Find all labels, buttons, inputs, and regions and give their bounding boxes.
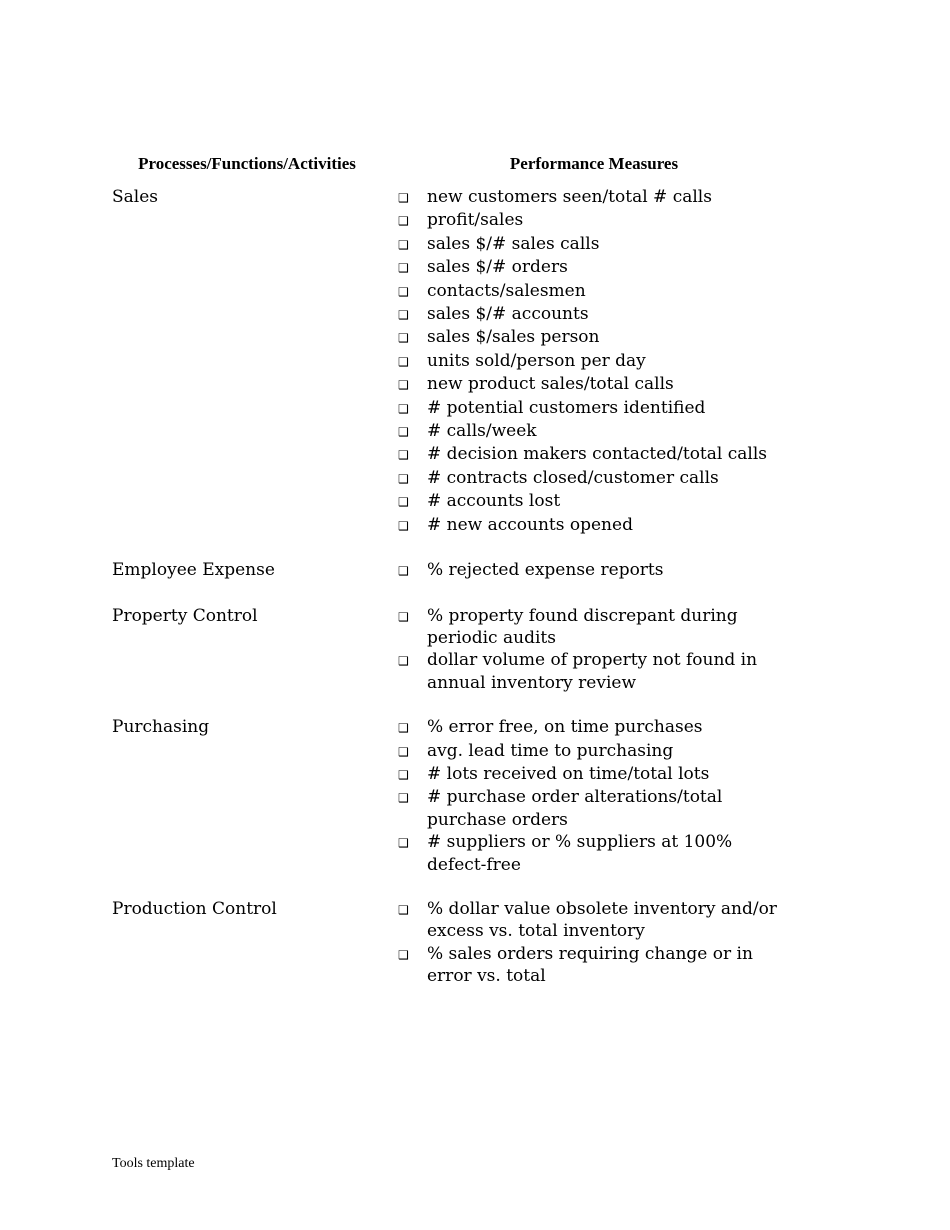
process-name: Sales xyxy=(112,187,159,207)
checkbox-bullet-icon: ❑ xyxy=(398,495,409,510)
measure-text: # calls/week xyxy=(427,421,537,442)
checkbox-bullet-icon: ❑ xyxy=(398,902,409,917)
measure-text: # lots received on time/total lots xyxy=(427,763,710,784)
measures-list xyxy=(398,898,798,988)
measure-text: new customers seen/total # calls xyxy=(427,187,712,207)
process-section xyxy=(112,716,802,876)
process-section xyxy=(112,559,802,582)
table-header xyxy=(0,154,950,178)
measure-item xyxy=(398,256,798,279)
checkbox-bullet-icon: ❑ xyxy=(398,767,409,782)
measure-text: sales $/# sales calls xyxy=(427,233,600,254)
measure-item xyxy=(398,233,798,256)
measure-text: contacts/salesmen xyxy=(427,280,586,301)
checkbox-bullet-icon: ❑ xyxy=(398,654,409,669)
checkbox-bullet-icon: ❑ xyxy=(398,237,409,252)
measure-item xyxy=(398,186,798,209)
checkbox-bullet-icon: ❑ xyxy=(398,791,409,806)
measure-text: % sales orders requiring change or in error vs. total xyxy=(427,943,753,987)
measure-text: # accounts lost xyxy=(427,491,561,512)
measure-item xyxy=(398,605,798,650)
processes-column-header: Processes/Functions/Activities xyxy=(138,154,356,173)
checkbox-bullet-icon: ❑ xyxy=(398,744,409,759)
measure-item xyxy=(398,514,798,537)
measure-item xyxy=(398,326,798,349)
checkbox-bullet-icon: ❑ xyxy=(398,214,409,229)
checkbox-bullet-icon: ❑ xyxy=(398,308,409,323)
measure-text: % dollar value obsolete inventory and/or excess vs. total inventory xyxy=(427,898,777,942)
measure-text: # purchase order alterations/total purchase orders xyxy=(427,787,723,830)
measure-item xyxy=(398,467,798,490)
measure-item xyxy=(398,649,798,694)
process-name: Property Control xyxy=(112,605,258,626)
measure-text: avg. lead time to purchasing xyxy=(427,740,674,761)
measure-text: units sold/person per day xyxy=(427,350,646,371)
process-name: Production Control xyxy=(112,898,277,919)
checkbox-bullet-icon: ❑ xyxy=(398,354,409,369)
measures-list xyxy=(398,559,798,582)
measure-item xyxy=(398,350,798,373)
process-section xyxy=(112,898,802,988)
measure-text: dollar volume of property not found in annual inventory review xyxy=(427,650,758,693)
checkbox-bullet-icon: ❑ xyxy=(398,448,409,463)
checkbox-bullet-icon: ❑ xyxy=(398,425,409,440)
measures-list xyxy=(398,605,798,695)
process-name: Employee Expense xyxy=(112,560,275,581)
measure-item xyxy=(398,280,798,303)
checkbox-bullet-icon: ❑ xyxy=(398,518,409,533)
checkbox-bullet-icon: ❑ xyxy=(398,721,409,736)
measure-item xyxy=(398,443,798,466)
measure-text: # suppliers or % suppliers at 100% defect-free xyxy=(427,832,733,875)
measure-text: % rejected expense reports xyxy=(427,560,664,581)
measure-item xyxy=(398,740,798,763)
measure-text: sales $/# accounts xyxy=(427,304,589,325)
measure-item xyxy=(398,209,798,232)
checkbox-bullet-icon: ❑ xyxy=(398,401,409,416)
measures-column-header: Performance Measures xyxy=(509,154,679,173)
measure-item xyxy=(398,763,798,786)
measure-item xyxy=(398,490,798,513)
measure-text: % property found discrepant during periodic audits xyxy=(427,605,738,648)
measure-item xyxy=(398,786,798,831)
measures-list xyxy=(398,716,798,876)
measure-text: # potential customers identified xyxy=(427,397,706,418)
measure-text: # contracts closed/customer calls xyxy=(427,467,719,488)
checkbox-bullet-icon: ❑ xyxy=(398,331,409,346)
measure-item xyxy=(398,831,798,876)
measure-item xyxy=(398,716,798,739)
checkbox-bullet-icon: ❑ xyxy=(398,947,409,962)
process-section xyxy=(112,186,802,537)
measure-item xyxy=(398,420,798,443)
checkbox-bullet-icon: ❑ xyxy=(398,609,409,624)
checkbox-bullet-icon: ❑ xyxy=(398,564,409,579)
checkbox-bullet-icon: ❑ xyxy=(398,191,409,205)
checkbox-bullet-icon: ❑ xyxy=(398,284,409,299)
measure-item xyxy=(398,898,798,943)
checkbox-bullet-icon: ❑ xyxy=(398,471,409,486)
measure-item xyxy=(398,303,798,326)
measure-item xyxy=(398,943,798,988)
checkbox-bullet-icon: ❑ xyxy=(398,378,409,393)
measure-text: % error free, on time purchases xyxy=(427,717,703,738)
measure-text: new product sales/total calls xyxy=(427,374,674,395)
measures-list xyxy=(398,186,798,537)
measure-text: profit/sales xyxy=(427,210,524,231)
measure-text: # decision makers contacted/total calls xyxy=(427,444,767,465)
measures-table xyxy=(112,186,802,1010)
measure-text: sales $/# orders xyxy=(427,257,568,278)
measure-item xyxy=(398,397,798,420)
footer-text: Tools template xyxy=(112,1156,195,1171)
measure-item xyxy=(398,559,798,582)
measure-item xyxy=(398,373,798,396)
checkbox-bullet-icon: ❑ xyxy=(398,836,409,851)
process-name: Purchasing xyxy=(112,717,210,738)
process-section xyxy=(112,605,802,695)
measure-text: # new accounts opened xyxy=(427,514,633,535)
measure-text: sales $/sales person xyxy=(427,327,600,348)
checkbox-bullet-icon: ❑ xyxy=(398,261,409,276)
